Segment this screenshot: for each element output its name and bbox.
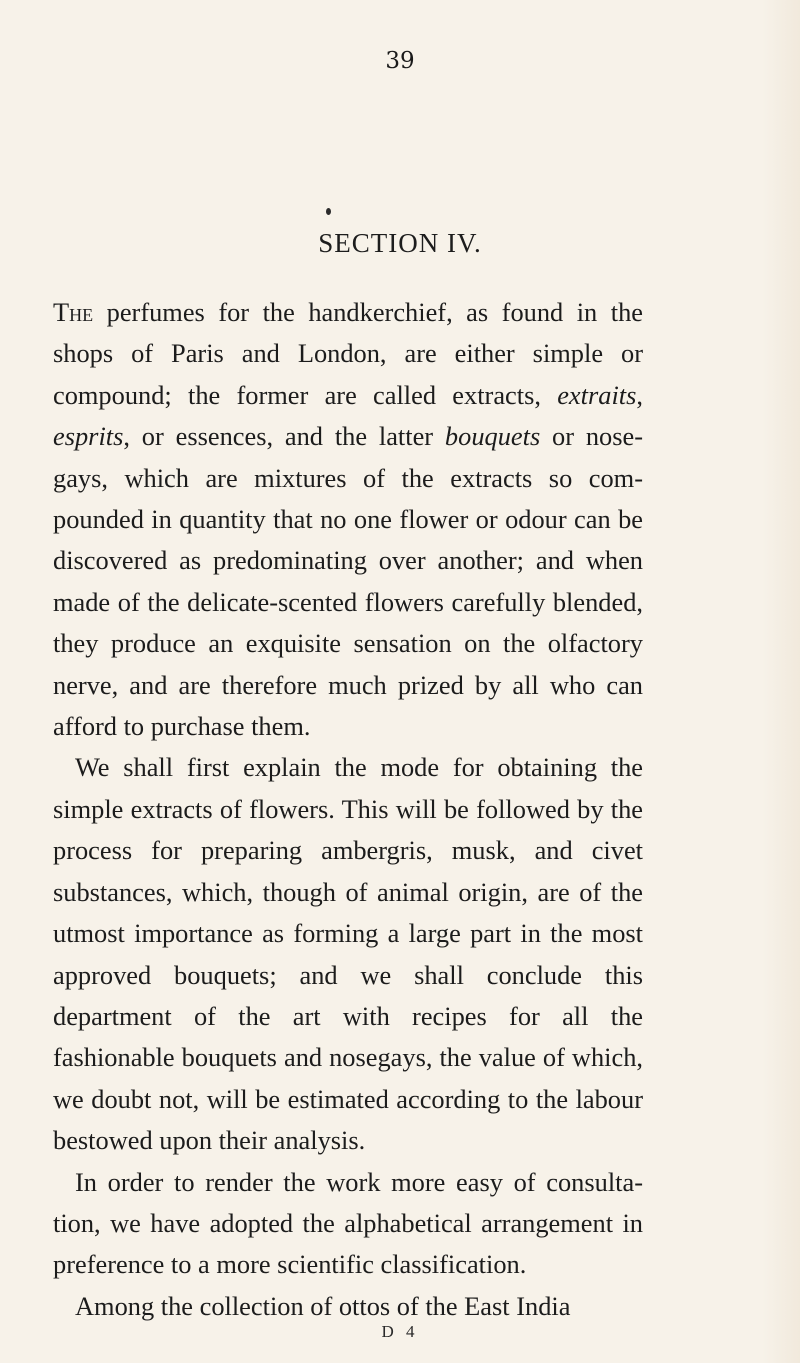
page-number: 39 [385,48,415,74]
italic-term: esprits [53,421,124,452]
paragraph-3: In order to render the work more easy of consulta-tion, we have adopted the alphabetical arrangement in preference to a more scientific classification. [53,1166,643,1280]
italic-term: extraits [557,379,637,410]
page-edge-shading [762,0,800,1363]
signature-mark: D 4 [381,1322,419,1341]
body-text [53,292,643,1327]
printer-mark [326,208,331,215]
lead-word: The [53,297,94,327]
section-heading: SECTION IV. [318,228,482,258]
paragraph-4: Among the collection of ottos of the East India [75,1290,571,1321]
italic-term: bouquets [444,421,541,452]
paragraph-2: We shall first explain the mode for obtaining the simple extracts of flowers. This will be followed by the process for preparing ambergris, musk, and civet substances, which, though of animal origin, are of the utmost importance as forming a large part in the most approved bouquets; and we shall conclude this department of the art with recipes for all the fashionable bouquets and nosegays, the value of which, we doubt not, will be estimated according to the labour bestowed upon their analysis. [53,752,643,1156]
paragraph-1: The perfumes for the handkerchief, as found in the shops of Paris and London, are either simple or compound; the former are called extracts, extraits, esprits, or essences, and the latter bouquets or nose-gays, which are mixtures of the extracts so com-pounded in quantity that no one flower or odour can be discovered as predominating over another; and when made of the delicate-scented flowers carefully blended, they produce an exquisite sensation on the olfactory nerve, and are therefore much prized by all who can afford to purchase them. [53,297,644,742]
